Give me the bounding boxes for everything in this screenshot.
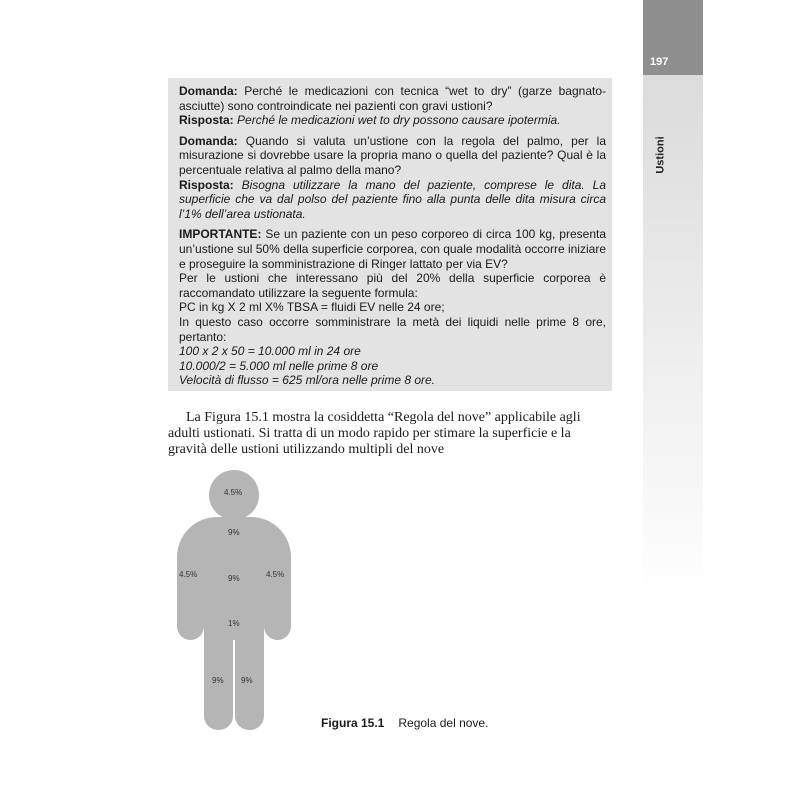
question-2 <box>179 134 606 178</box>
question-text: Quando si valuta un’ustione con la regola del palmo, per la misurazione si dovrebbe usare la propria mano o quella del paziente? Qual è la percentuale relativa al palmo della mano? <box>179 133 606 177</box>
label-abdomen: 9% <box>228 574 240 583</box>
figure-caption <box>321 716 488 730</box>
label-right-leg: 9% <box>241 676 253 685</box>
calculation <box>179 359 606 374</box>
calculation-text: Velocità di flusso = 625 ml/ora nelle prime 8 ore. <box>179 373 436 388</box>
caption-number: Figura 15.1 <box>321 716 385 730</box>
calculation <box>179 344 606 359</box>
formula: PC in kg X 2 ml X% TBSA = fluidi EV nelle 24 ore; <box>179 300 445 315</box>
important-line: Per le ustioni che interessano più del 20% della superficie corporea è raccomandato utilizzare la seguente formula: <box>179 271 606 300</box>
answer-1 <box>179 113 606 128</box>
answer-text: Perché le medicazioni wet to dry possono causare ipotermia. <box>233 113 561 128</box>
page-number: 197 <box>650 56 669 68</box>
qa-block-important <box>179 227 606 388</box>
question-label: Domanda: <box>179 84 238 98</box>
section-label-text: Ustioni <box>655 136 667 174</box>
label-right-arm: 4.5% <box>266 570 285 579</box>
important-label: IMPORTANTE: <box>179 227 262 242</box>
body-paragraph <box>168 410 612 458</box>
figure-left-arm <box>177 600 204 640</box>
question-label: Domanda: <box>179 133 238 148</box>
important-line: In questo caso occorre somministrare la metà dei liquidi nelle prime 8 ore, pertanto: <box>179 314 606 344</box>
figure-right-arm <box>264 600 291 640</box>
label-left-arm: 4.5% <box>179 570 198 579</box>
section-label <box>647 125 675 185</box>
paragraph-text: La Figura 15.1 mostra la cosiddetta “Regola del nove” applicabile agli adulti ustionati. Si tratta di un modo rapido per stimare la superficie e la gravità delle ustioni utilizzando multipli del nove <box>168 410 581 457</box>
label-left-leg: 9% <box>212 676 224 685</box>
answer-label: Risposta: <box>179 113 234 128</box>
answer-label: Risposta: <box>179 177 234 192</box>
calculation <box>179 373 606 388</box>
calculation-text: 10.000/2 = 5.000 ml nelle prime 8 ore <box>179 358 379 373</box>
answer-2 <box>179 178 606 222</box>
calculation-text: 100 x 2 x 50 = 10.000 ml in 24 ore <box>179 344 361 359</box>
qa-block-1 <box>179 84 606 128</box>
side-tab <box>643 0 703 600</box>
label-chest: 9% <box>228 528 240 537</box>
answer-text: Bisogna utilizzare la mano del paziente, comprese le dita. La superficie che va dal polso del paziente fino alla punta delle dita misura circa l’1% dell’area ustionata. <box>179 177 606 221</box>
question-text: Perché le medicazioni con tecnica “wet to dry” (garze bagnato-asciutte) sono controindicate nei pazienti con gravi ustioni? <box>179 84 606 113</box>
qa-block-2 <box>179 134 606 222</box>
label-groin: 1% <box>228 619 240 628</box>
question-1 <box>179 84 606 113</box>
qa-content <box>179 84 606 394</box>
important-text: Se un paziente con un peso corporeo di circa 100 kg, presenta un’ustione sul 50% della superficie corporea, con quale modalità occorre iniziare e proseguire la somministrazione di Ringer lattato per via EV? <box>179 227 606 271</box>
caption-text: Regola del nove. <box>398 716 489 730</box>
important-question <box>179 227 606 271</box>
label-head: 4.5% <box>224 488 243 497</box>
